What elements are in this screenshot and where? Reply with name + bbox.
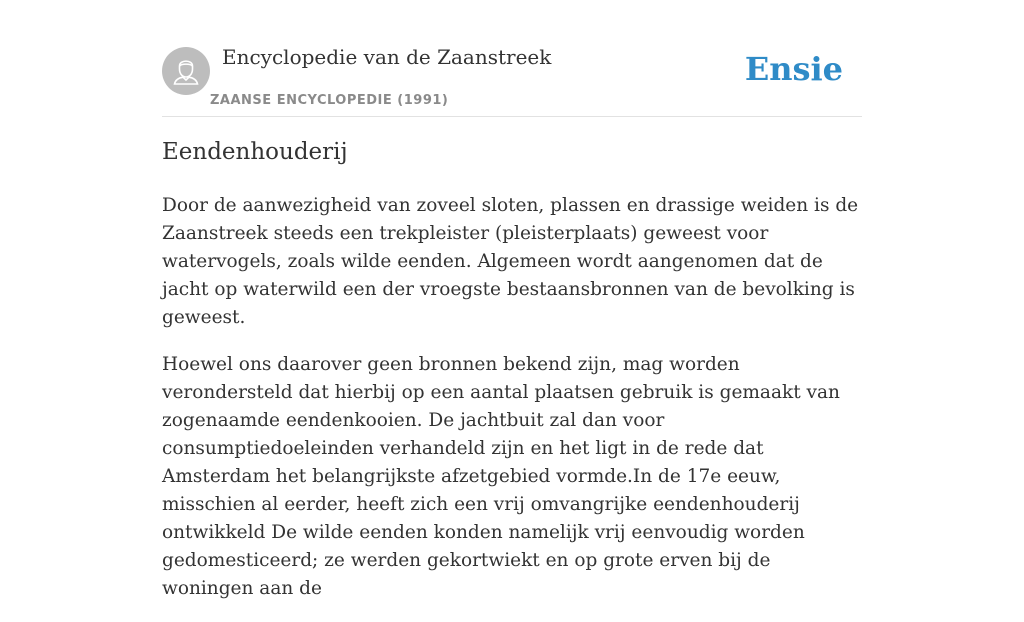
- article-paragraph: Hoewel ons daarover geen bronnen bekend zijn, mag worden verondersteld dat hierbij op een aantal plaatsen gebruik is gemaakt van zogenaamde eendenkooien. De jachtbuit zal dan voor consumptiedoeleinden verhandeld zijn en het ligt in de rede dat Amsterdam het belangrijkste afzetgebied vormde.In de 17e eeuw, misschien al eerder, heeft zich een vrij omvangrijke eendenhouderij ontwikkeld De wilde eenden konden namelijk vrij eenvoudig worden gedomesticeerd; ze werden gekortwiekt en op grote erven bij de woningen aan de: [162, 354, 840, 599]
- article-title: Eendenhouderij: [162, 139, 348, 165]
- article-paragraph: Door de aanwezigheid van zoveel sloten, plassen en drassige weiden is de Zaanstreek steeds een trekpleister (pleisterplaats) geweest voor watervogels, zoals wilde eenden. Algemeen wordt aangenomen dat de jacht op waterwild een der vroegste bestaansbronnen van de bevolking is geweest.: [162, 195, 859, 328]
- source-header: [162, 40, 862, 117]
- article-body: [162, 192, 864, 622]
- brand-logo[interactable]: Ensie: [744, 50, 843, 88]
- source-title[interactable]: Encyclopedie van de Zaanstreek: [222, 45, 552, 69]
- user-avatar-icon: [162, 47, 210, 95]
- source-subtitle: ZAANSE ENCYCLOPEDIE (1991): [210, 93, 449, 108]
